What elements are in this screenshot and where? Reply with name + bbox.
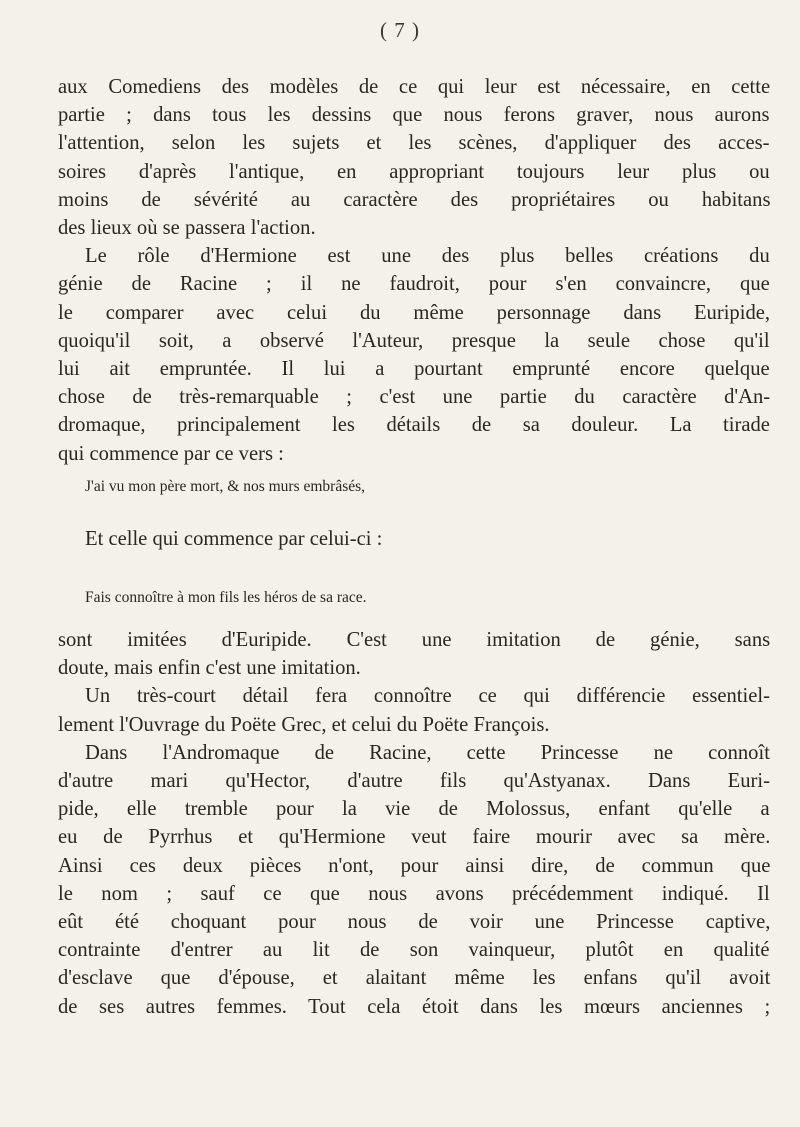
text-line: dromaque, principalement les détails de sa douleur. La tirade: [58, 414, 770, 437]
text-line: d'autre mari qu'Hector, d'autre fils qu'Astyanax. Dans Euri-: [58, 770, 770, 793]
text-line: doute, mais enfin c'est une imitation.: [58, 657, 361, 680]
prose-block-2: [58, 626, 770, 1021]
text-line: quoiqu'il soit, a observé l'Auteur, presque la seule chose qu'il: [58, 329, 770, 352]
text-line: eu de Pyrrhus et qu'Hermione veut faire mourir avec sa mère.: [58, 826, 771, 849]
text-line: Le rôle d'Hermione est une des plus belles créations du: [85, 245, 770, 268]
connector-line: Et celle qui commence par celui-ci :: [85, 528, 383, 550]
text-line: Dans l'Andromaque de Racine, cette Princesse ne connoît: [85, 741, 770, 764]
text-line: contrainte d'entrer au lit de son vainqueur, plutôt en qualité: [58, 939, 770, 962]
text-line: génie de Racine ; il ne faudroit, pour s'en convaincre, que: [58, 273, 770, 296]
quoted-verse-2: Fais connoître à mon fils les héros de sa race.: [85, 589, 367, 606]
text-line: sont imitées d'Euripide. C'est une imitation de génie, sans: [58, 629, 771, 651]
text-line: d'esclave que d'épouse, et alaitant même les enfans qu'il avoit: [58, 967, 771, 990]
text-line: chose de très-remarquable ; c'est une partie du caractère d'An-: [58, 386, 771, 409]
text-line: de ses autres femmes. Tout cela étoit dans les mœurs anciennes ;: [58, 995, 771, 1018]
text-line: des lieux où se passera l'action.: [58, 217, 316, 240]
text-line: lui ait empruntée. Il lui a pourtant emprunté encore quelque: [58, 358, 770, 381]
prose-block-1: [58, 73, 770, 468]
text-line: qui commence par ce vers :: [58, 442, 284, 465]
text-line: pide, elle tremble pour la vie de Molossus, enfant qu'elle a: [58, 798, 770, 821]
text-line: moins de sévérité au caractère des propriétaires ou habitans: [58, 188, 771, 211]
text-line: le comparer avec celui du même personnage dans Euripide,: [58, 301, 771, 324]
page-number: ( 7 ): [380, 18, 420, 42]
text-line: l'attention, selon les sujets et les scènes, d'appliquer des acces-: [58, 132, 770, 155]
text-line: soires d'après l'antique, en appropriant toujours leur plus ou: [58, 160, 770, 183]
text-line: le nom ; sauf ce que nous avons précédemment indiqué. Il: [58, 882, 770, 905]
text-line: Ainsi ces deux pièces n'ont, pour ainsi dire, de commun que: [58, 854, 771, 877]
text-line: partie ; dans tous les dessins que nous ferons graver, nous aurons: [58, 104, 770, 127]
text-line: eût été choquant pour nous de voir une Princesse captive,: [58, 911, 771, 934]
quoted-verse-1: J'ai vu mon père mort, & nos murs embrâsés,: [85, 478, 366, 495]
text-line: Un très-court détail fera connoître ce qui différencie essentiel-: [85, 685, 770, 708]
text-line: aux Comediens des modèles de ce qui leur est nécessaire, en cette: [58, 76, 771, 98]
text-line: lement l'Ouvrage du Poëte Grec, et celui du Poëte François.: [58, 713, 550, 736]
